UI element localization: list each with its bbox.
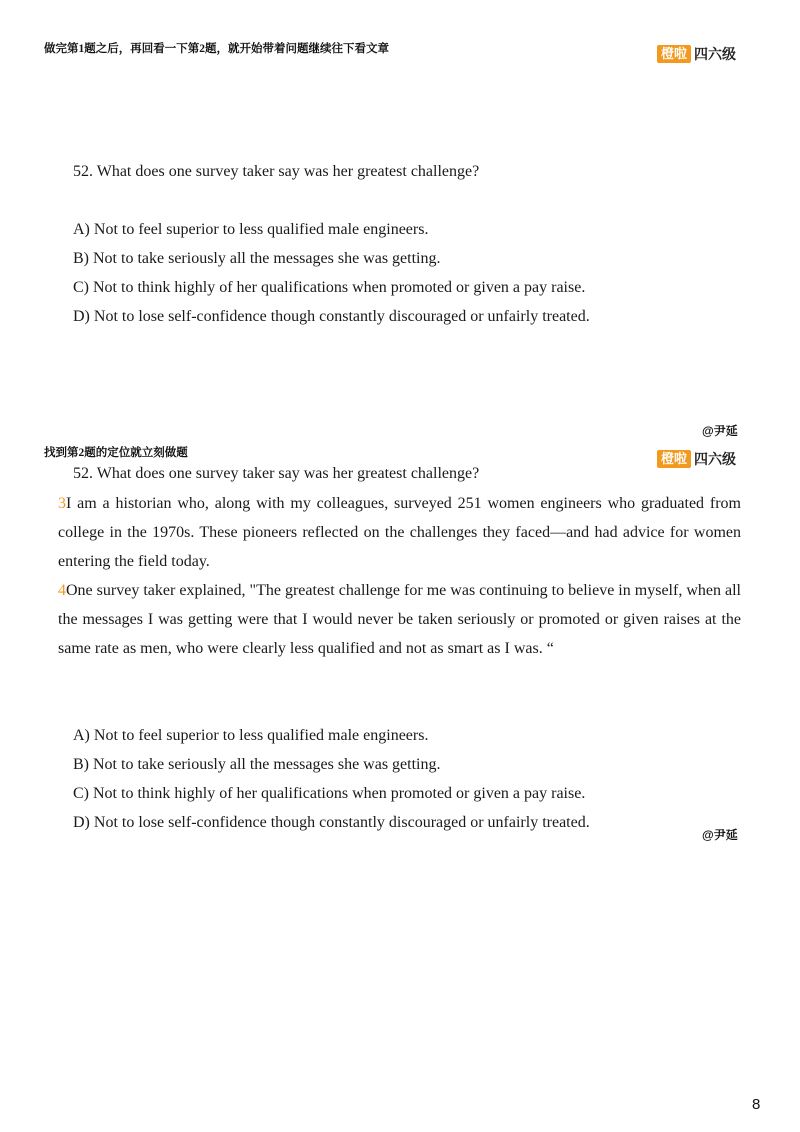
option-d: D) Not to lose self-confidence though constantly discouraged or unfairly treated. (73, 814, 590, 831)
paragraph-number: 4 (58, 582, 66, 599)
passage-paragraph (58, 576, 741, 663)
watermark: @尹延 (702, 424, 738, 438)
watermark: @尹延 (702, 828, 738, 842)
logo-text: 四六级 (694, 46, 737, 62)
option-c: C) Not to think highly of her qualifications when promoted or given a pay raise. (73, 279, 586, 296)
question-text: 52. What does one survey taker say was her greatest challenge? (73, 163, 480, 180)
section-note: 找到第2题的定位就立刻做题 (44, 447, 188, 459)
paragraph-number: 3 (58, 495, 66, 512)
option-c: C) Not to think highly of her qualifications when promoted or given a pay raise. (73, 785, 586, 802)
option-a: A) Not to feel superior to less qualified male engineers. (73, 221, 429, 238)
logo-text: 四六级 (694, 451, 737, 467)
question-text: 52. What does one survey taker say was her greatest challenge? (73, 465, 480, 482)
header-note: 做完第1题之后，再回看一下第2题，就开始带着问题继续往下看文章 (44, 43, 389, 55)
option-b: B) Not to take seriously all the messages she was getting. (73, 250, 441, 267)
paragraph-text: I am a historian who, along with my colleagues, surveyed 251 women engineers who graduated from college in the 1970s. These pioneers reflected on the challenges they faced—and had advice for women entering the field today. (58, 495, 741, 570)
option-b: B) Not to take seriously all the messages she was getting. (73, 756, 441, 773)
logo (657, 45, 736, 63)
paragraph-text: One survey taker explained, "The greatest challenge for me was continuing to believe in myself, when all the messages I was getting were that I would never be taken seriously or promoted or given raises at the same rate as men, who were clearly less qualified and not as smart as I was. “ (58, 582, 741, 657)
logo (657, 450, 736, 468)
option-d: D) Not to lose self-confidence though constantly discouraged or unfairly treated. (73, 308, 590, 325)
passage-paragraph (58, 489, 741, 576)
logo-badge: 橙啦 (657, 45, 691, 63)
option-a: A) Not to feel superior to less qualified male engineers. (73, 727, 429, 744)
logo-badge: 橙啦 (657, 450, 691, 468)
page-number: 8 (752, 1096, 761, 1113)
